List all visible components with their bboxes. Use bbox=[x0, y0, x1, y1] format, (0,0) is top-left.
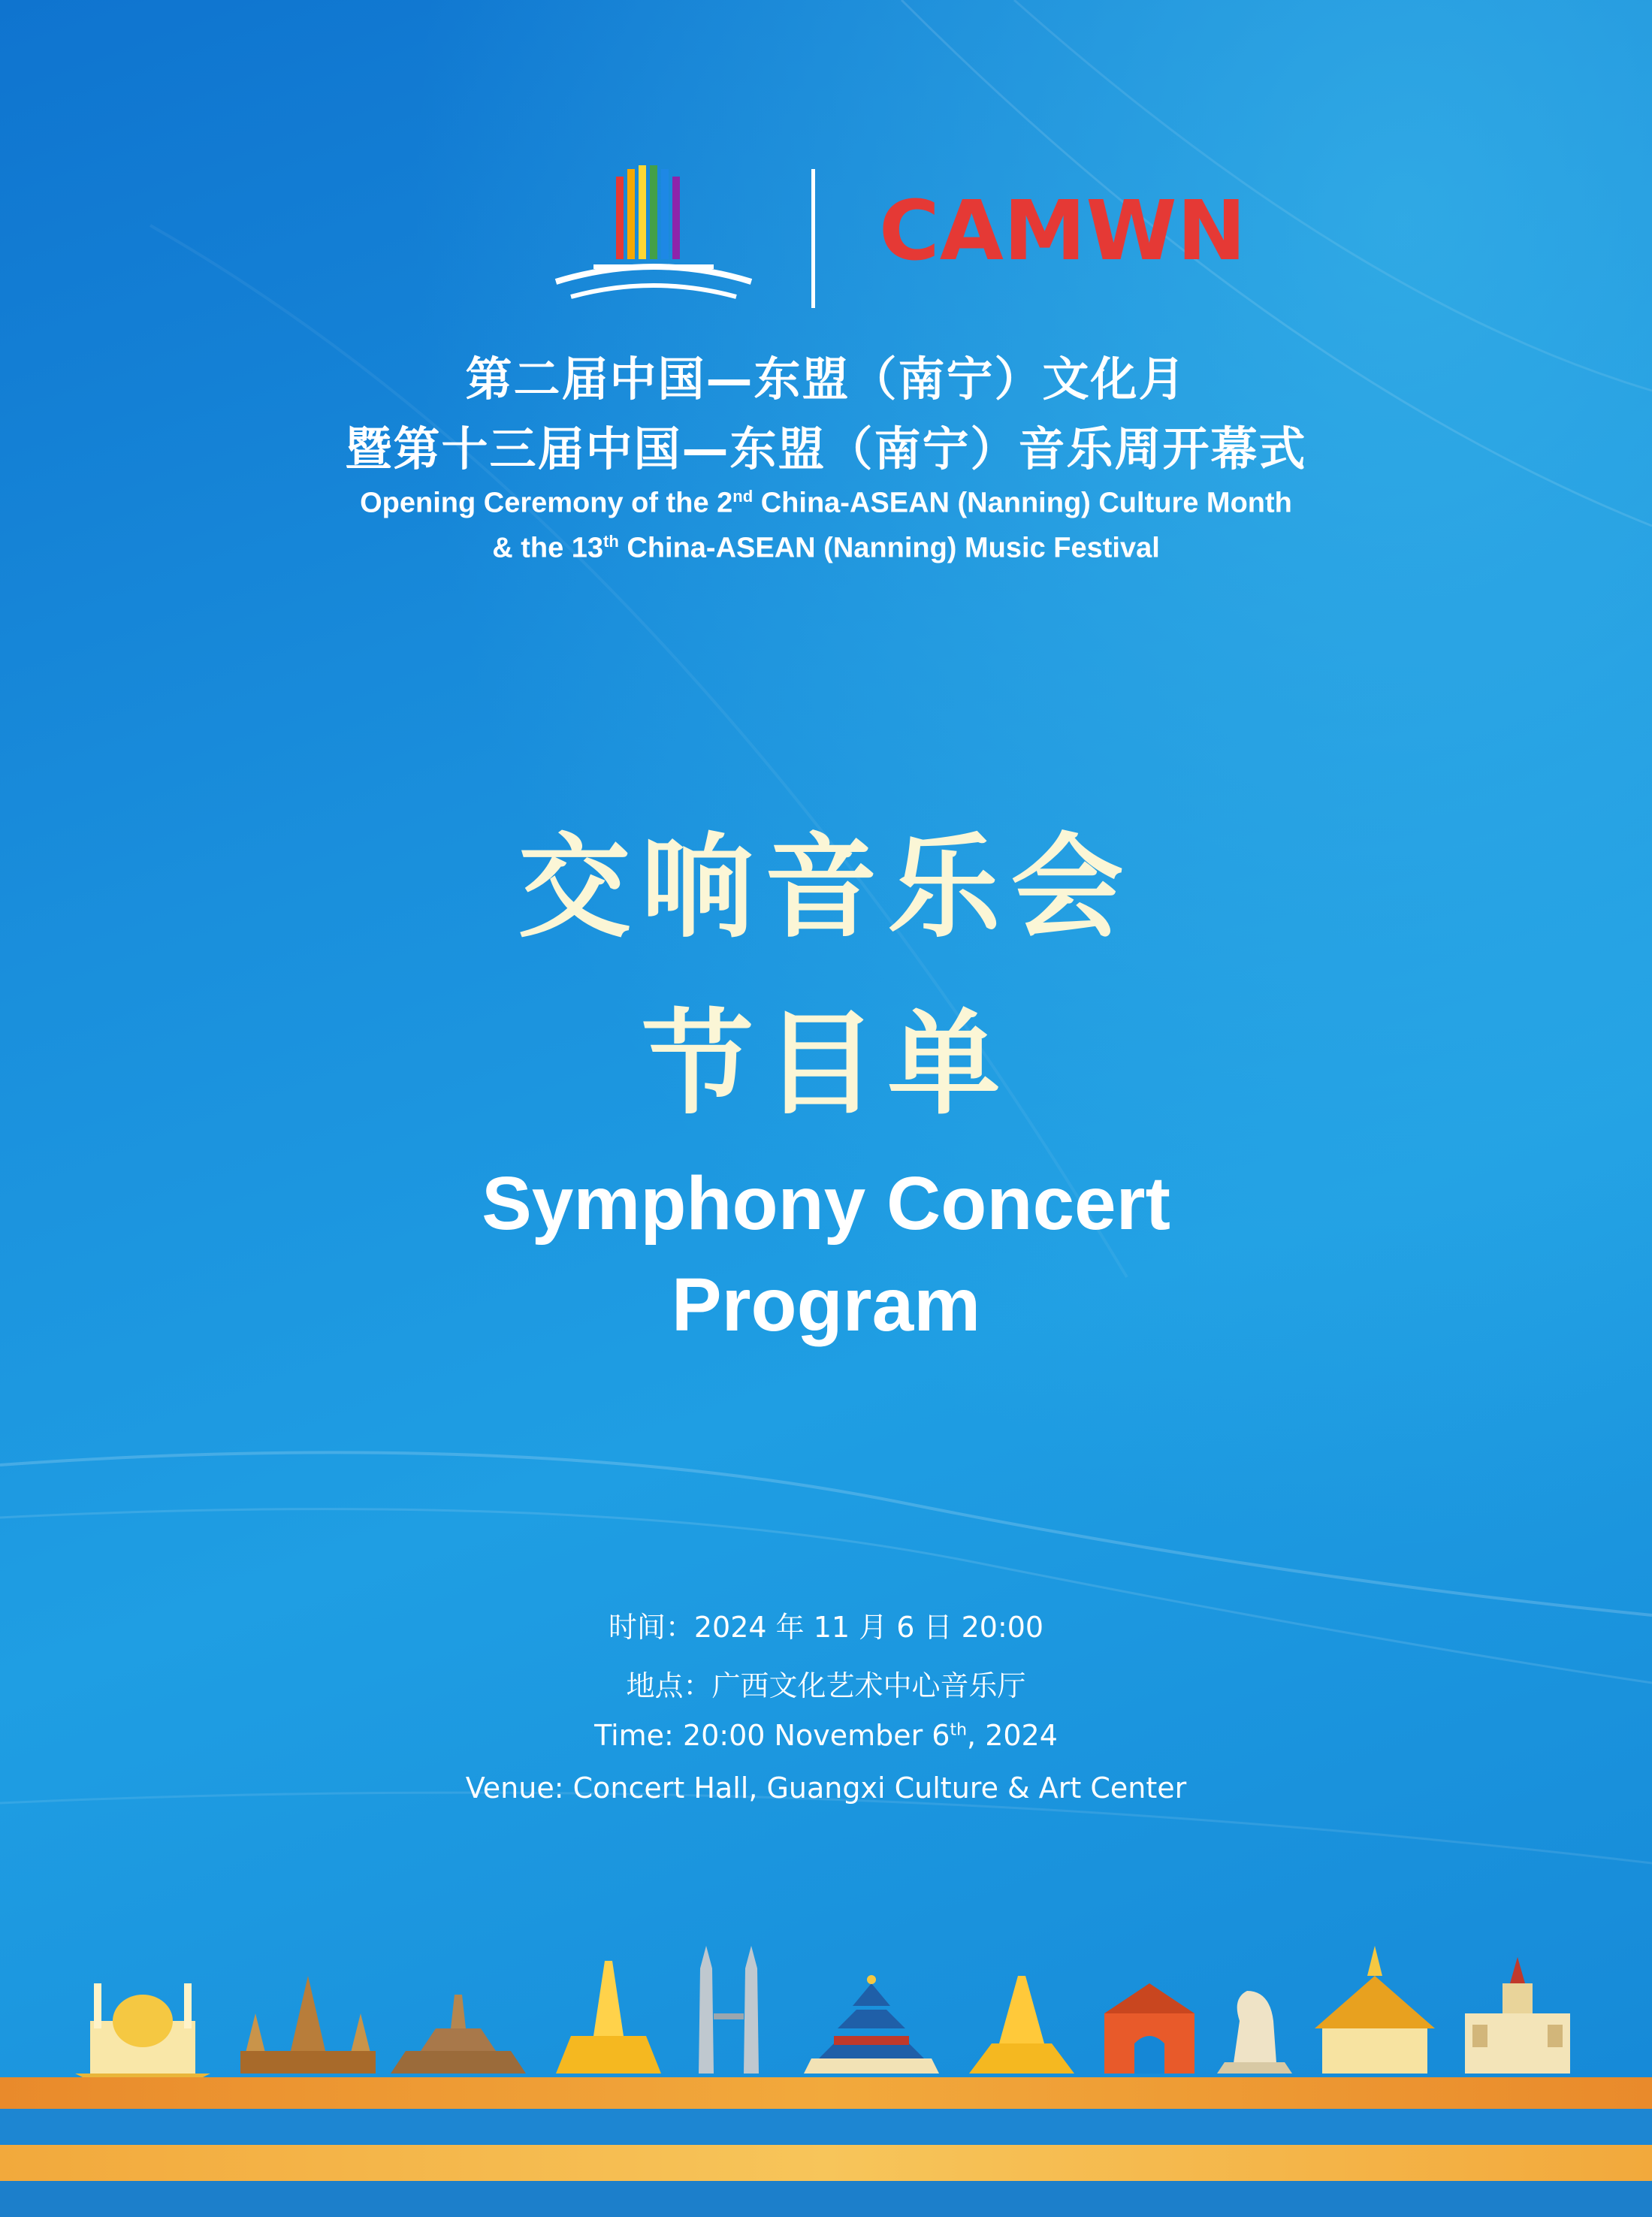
logo-divider bbox=[811, 169, 815, 308]
angkor-wat-icon bbox=[240, 1976, 376, 2074]
thai-temple-icon bbox=[1315, 1946, 1435, 2074]
info-venue-en: Venue: Concert Hall, Guangxi Culture & Art Center bbox=[465, 1771, 1187, 1805]
camwn-logo bbox=[871, 177, 1246, 308]
pha-that-luang-icon bbox=[556, 1961, 661, 2074]
logo-row bbox=[0, 162, 1652, 312]
vietnam-building-icon bbox=[1465, 1957, 1570, 2074]
shwedagon-pagoda-icon bbox=[969, 1976, 1074, 2074]
asean-landmarks-skyline bbox=[0, 1931, 1652, 2081]
title-cn-line1: 交响音乐会 bbox=[518, 823, 1134, 953]
info-venue-cn: 地点：广西文化艺术中心音乐厅 bbox=[626, 1669, 1026, 1702]
merlion-icon bbox=[1217, 1991, 1292, 2074]
info-time-cn: 时间：2024 年 11 月 6 日 20:00 bbox=[608, 1611, 1044, 1644]
subtitle-en-line1: Opening Ceremony of the 2nd China-ASEAN (Nanning) Culture Month bbox=[360, 487, 1292, 519]
manila-gate-icon bbox=[1104, 1983, 1194, 2074]
band-orange-bottom bbox=[0, 2145, 1652, 2181]
temple-of-heaven-icon bbox=[804, 1975, 939, 2074]
subtitle-cn-line1: 第二届中国—东盟（南宁）文化月 bbox=[465, 352, 1187, 406]
title-en-line1: Symphony Concert bbox=[482, 1161, 1170, 1246]
festival-stage-logo bbox=[548, 162, 759, 312]
title-en-line2: Program bbox=[671, 1263, 981, 1347]
title-cn-line2: 节目单 bbox=[641, 999, 1011, 1130]
petronas-towers-icon bbox=[699, 1946, 759, 2074]
band-orange-top bbox=[0, 2077, 1652, 2109]
band-blue bbox=[0, 2109, 1652, 2145]
svg-text:CAMWN: CAMWN bbox=[879, 183, 1246, 279]
brunei-mosque-icon bbox=[75, 1983, 210, 2081]
band-blue-bottom bbox=[0, 2181, 1652, 2217]
info-time-en: Time: 20:00 November 6th, 2024 bbox=[594, 1719, 1058, 1752]
borobudur-icon bbox=[391, 1995, 526, 2074]
subtitle-cn-line2: 暨第十三届中国—东盟（南宁）音乐周开幕式 bbox=[345, 421, 1307, 476]
subtitle-en-line2: & the 13th China-ASEAN (Nanning) Music Festival bbox=[492, 532, 1160, 564]
